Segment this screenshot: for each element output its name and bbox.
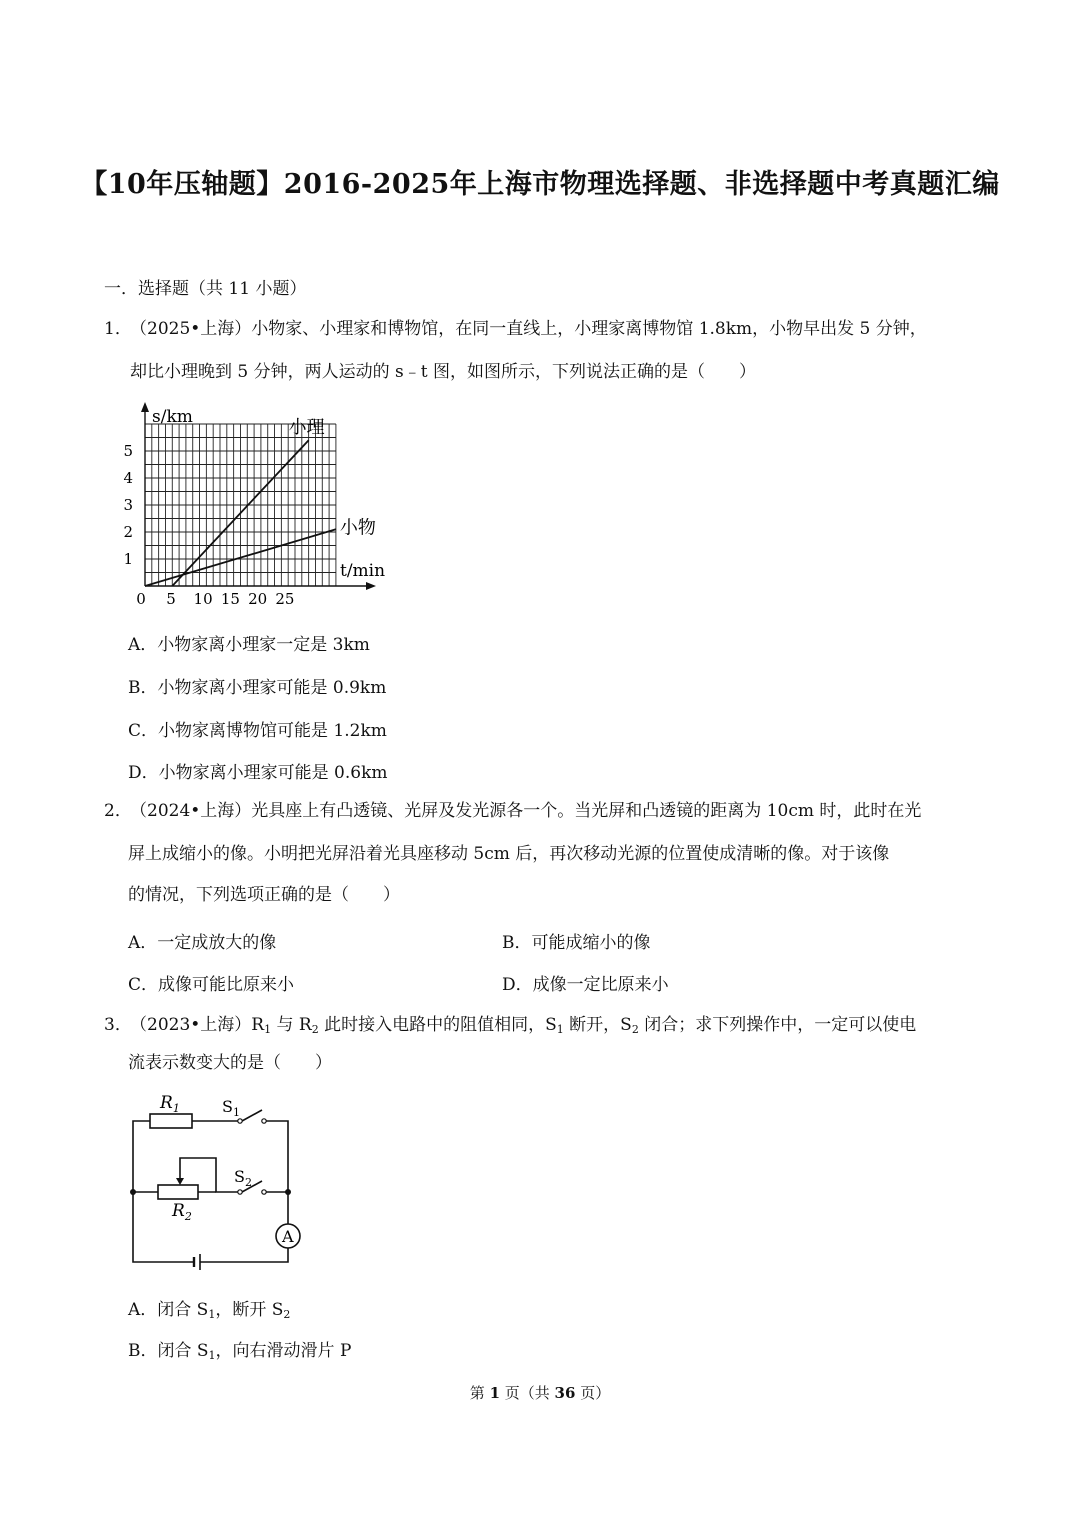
r1-label: $R_1$ bbox=[160, 1093, 180, 1115]
q2-line2: 屏上成缩小的像。小明把光屏沿着光具座移动 5cm 后，再次移动光源的位置使成清晰的像。对于该像 bbox=[128, 844, 890, 864]
r2-label: $R_2$ bbox=[172, 1201, 192, 1223]
st-chart bbox=[116, 398, 406, 612]
x-tick-label: 5 bbox=[166, 590, 176, 608]
q1-line1: （2025•上海）小物家、小理家和博物馆，在同一直线上，小理家离博物馆 1.8km，小物早出发 5 分钟， bbox=[130, 319, 927, 339]
r2-rheostat bbox=[158, 1185, 198, 1199]
q2-option-b: B．可能成缩小的像 bbox=[502, 933, 651, 953]
q1-option-b: B．小物家离小理家可能是 0.9km bbox=[128, 678, 387, 698]
ammeter-label: A bbox=[282, 1227, 294, 1246]
section-heading: 一．选择题（共 11 小题） bbox=[104, 279, 307, 299]
q3-option-a: A．闭合 $S_1$，断开 $S_2$ bbox=[128, 1300, 291, 1321]
q1-number: 1． bbox=[104, 319, 132, 339]
q2-option-a: A．一定成放大的像 bbox=[128, 933, 277, 953]
q3-line2: 流表示数变大的是（ ） bbox=[128, 1053, 332, 1073]
q2-line3: 的情况，下列选项正确的是（ ） bbox=[128, 885, 400, 905]
series-label-0: 小理 bbox=[288, 417, 325, 439]
page-footer: 第 1 页（共 36 页） bbox=[469, 1384, 611, 1402]
q2-line1: （2024•上海）光具座上有凸透镜、光屏及发光源各一个。当光屏和凸透镜的距离为 10cm 时，此时在光 bbox=[130, 801, 922, 821]
document-title: 【10年压轴题】2016-2025年上海市物理选择题、非选择题中考真题汇编 bbox=[80, 169, 1000, 200]
x-tick-label: 0 bbox=[136, 590, 146, 608]
q2-number: 2． bbox=[104, 801, 132, 821]
y-axis-arrow bbox=[141, 402, 149, 412]
q1-option-d: D．小物家离小理家可能是 0.6km bbox=[128, 763, 388, 783]
x-axis-label: t/min bbox=[340, 561, 386, 581]
y-axis-label: s/km bbox=[152, 407, 193, 427]
x-axis-arrow bbox=[366, 582, 376, 590]
junction-right bbox=[285, 1189, 291, 1195]
q2-option-c: C．成像可能比原来小 bbox=[128, 975, 295, 995]
q2-option-d: D．成像一定比原来小 bbox=[502, 975, 669, 995]
x-tick-label: 15 bbox=[220, 590, 240, 608]
chart-grid bbox=[145, 424, 336, 586]
series-label-1: 小物 bbox=[339, 517, 376, 539]
y-tick-label: 1 bbox=[123, 550, 133, 568]
s2-label: $S_2$ bbox=[234, 1167, 252, 1189]
s1-label: $S_1$ bbox=[222, 1097, 240, 1119]
junction-left bbox=[130, 1189, 136, 1195]
q1-option-c: C．小物家离博物馆可能是 1.2km bbox=[128, 721, 387, 741]
x-tick-label: 10 bbox=[193, 590, 213, 608]
q1-line2: 却比小理晚到 5 分钟，两人运动的 s﹣t 图，如图所示，下列说法正确的是（ ） bbox=[130, 362, 756, 382]
y-tick-label: 2 bbox=[123, 523, 133, 541]
y-tick-label: 5 bbox=[123, 442, 133, 460]
s1-switch-blade bbox=[242, 1110, 262, 1121]
q3-option-b: B．闭合 $S_1$，向右滑动滑片 P bbox=[128, 1341, 352, 1362]
x-tick-label: 20 bbox=[248, 590, 268, 608]
circuit-diagram bbox=[120, 1088, 320, 1278]
y-tick-label: 3 bbox=[123, 496, 133, 514]
r1-resistor bbox=[150, 1114, 192, 1128]
q1-option-a: A．小物家离小理家一定是 3km bbox=[128, 635, 370, 655]
x-tick-label: 25 bbox=[275, 590, 295, 608]
q3-number: 3． bbox=[104, 1015, 132, 1035]
slider-arrow bbox=[176, 1178, 184, 1185]
q3-line1: （2023•上海）$R_1$ 与 $R_2$ 此时接入电路中的阻值相同，$S_1$ 断开，$S_2$ 闭合；求下列操作中，一定可以使电 bbox=[130, 1015, 917, 1036]
y-tick-label: 4 bbox=[123, 469, 133, 487]
